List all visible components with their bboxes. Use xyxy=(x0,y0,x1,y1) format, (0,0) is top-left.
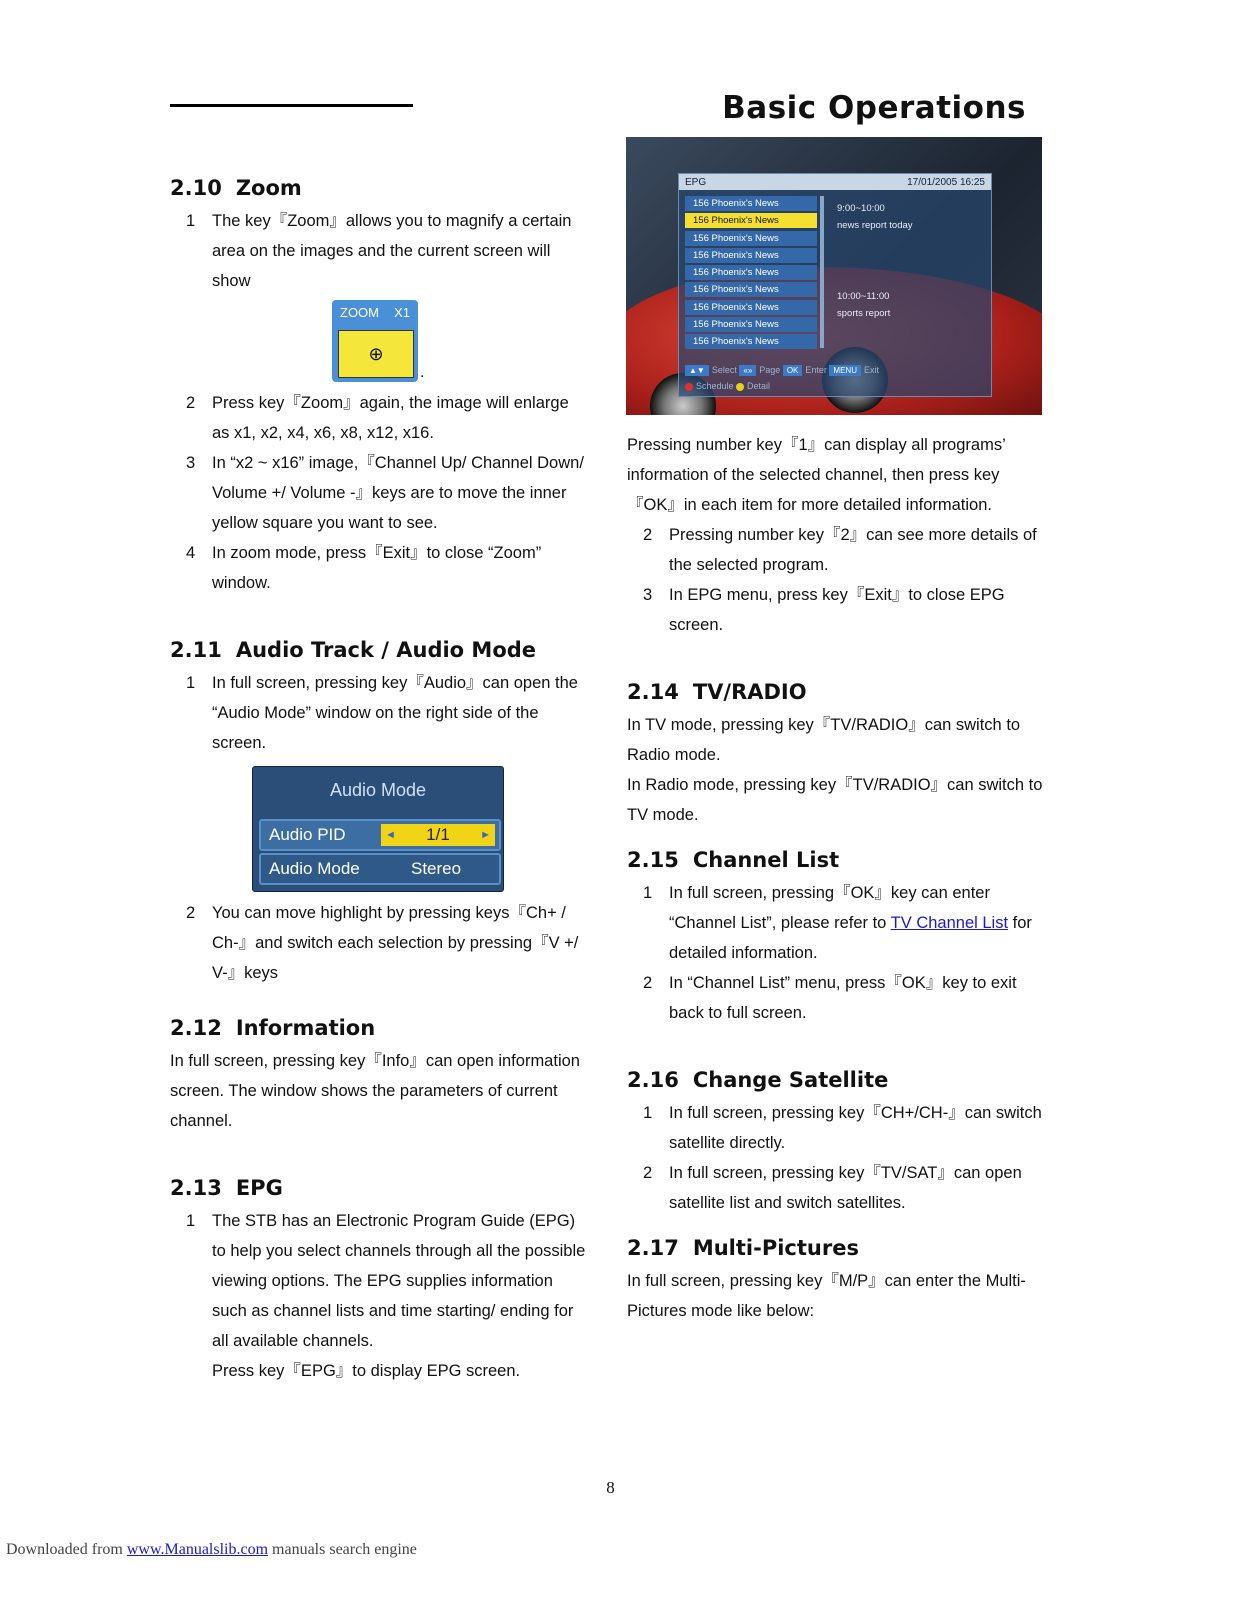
section-heading-audio: 2.11 Audio Track / Audio Mode xyxy=(170,638,537,662)
magnify-icon: ⊕ xyxy=(368,344,384,364)
epg-header xyxy=(679,174,991,190)
audio-mode-label: Audio Mode xyxy=(269,859,360,878)
list-item: 2 Pressing number key『2』can see more details of the selected program. xyxy=(643,526,1037,574)
section-heading-zoom: 2.10 Zoom xyxy=(170,176,302,200)
epg-channel-item: 156 Phoenix's News xyxy=(685,231,817,246)
audio-mode-title: Audio Mode xyxy=(329,780,427,800)
page-number: 8 xyxy=(606,1478,615,1497)
audio-mode-window xyxy=(252,766,504,892)
list-item: 1 In full screen, pressing key『Audio』can open the “Audio Mode” window on the right side of the screen. xyxy=(186,674,578,752)
list-item: 2 You can move highlight by pressing keys『Ch+ / Ch-』and switch each selection by pressing『V +/ V-』keys xyxy=(186,904,579,982)
page-title: Basic Operations xyxy=(722,90,1026,126)
zoom-trailing-dot: . xyxy=(420,364,425,381)
list-item: 2 In “Channel List” menu, press『OK』key to exit back to full screen. xyxy=(643,974,1017,1022)
audio-pid-value: ◄ 1/1 ► xyxy=(381,824,495,846)
epg-channel-item: 156 Phoenix's News xyxy=(685,196,817,211)
epg-channel-item: 156 Phoenix's News xyxy=(685,282,817,297)
yellow-dot-icon xyxy=(736,383,744,391)
section-heading-epg: 2.13 EPG xyxy=(170,1176,283,1200)
section-heading-information: 2.12 Information xyxy=(170,1016,376,1040)
list-item: 4 In zoom mode, press『Exit』to close “Zoom” window. xyxy=(186,544,542,592)
arrow-right-icon: ► xyxy=(480,829,491,841)
ok-icon: OK xyxy=(783,365,803,376)
epg-channel-item: 156 Phoenix's News xyxy=(685,265,817,280)
tvradio-text-2: In Radio mode, pressing key『TV/RADIO』can switch to TV mode. xyxy=(627,776,1043,824)
audio-pid-label: Audio PID xyxy=(269,825,346,844)
list-item: 2 Press key『Zoom』again, the image will enlarge as x1, x2, x4, x6, x8, x12, x16. xyxy=(186,394,569,442)
epg-footer: ▲▼ Select «» Page OK Enter MENU Exit Schedule Detail xyxy=(685,362,879,394)
epg-channel-item: 156 Phoenix's News xyxy=(685,248,817,263)
information-text: In full screen, pressing key『Info』can open information screen. The window shows the parameters of current channel. xyxy=(170,1052,580,1130)
list-item: 1 In full screen, pressing『OK』key can enter “Channel List”, please refer to TV Channel List for detailed information. xyxy=(643,884,1032,962)
arrow-left-icon: ◄ xyxy=(385,829,396,841)
multi-pictures-text: In full screen, pressing key『M/P』can enter the Multi-Pictures mode like below: xyxy=(627,1272,1026,1320)
list-item: 1 The key『Zoom』allows you to magnify a certain area on the images and the current screen will show xyxy=(186,212,572,290)
page-icon: «» xyxy=(739,365,756,376)
epg-press-text: Press key『EPG』to display EPG screen. xyxy=(212,1362,521,1380)
nav-arrows-icon: ▲▼ xyxy=(685,365,709,376)
menu-icon: MENU xyxy=(829,365,861,376)
zoom-level: X1 xyxy=(394,305,410,320)
epg-channel-item: 156 Phoenix's News xyxy=(685,213,817,228)
section-heading-multi-pictures: 2.17 Multi-Pictures xyxy=(627,1236,859,1260)
tvradio-text-1: In TV mode, pressing key『TV/RADIO』can switch to Radio mode. xyxy=(627,716,1021,764)
left-column xyxy=(170,170,590,1386)
epg-channel-item: 156 Phoenix's News xyxy=(685,317,817,332)
zoom-yellow-square xyxy=(338,330,414,378)
section-heading-satellite: 2.16 Change Satellite xyxy=(627,1068,889,1092)
epg-channel-item: 156 Phoenix's News xyxy=(685,334,817,349)
epg-datetime: 17/01/2005 16:25 xyxy=(907,176,985,188)
audio-pid-row xyxy=(259,819,501,851)
zoom-window xyxy=(332,300,418,382)
section-heading-channel-list: 2.15 Channel List xyxy=(627,848,840,872)
epg-title: EPG xyxy=(685,176,707,188)
audio-mode-widget xyxy=(170,758,590,898)
zoom-label: ZOOM xyxy=(340,305,379,320)
epg-continuation: Pressing number key『1』can display all programs’ information of the selected channel, then press key 『OK』in each item for more detailed information. xyxy=(627,436,1006,514)
epg-panel xyxy=(678,173,992,397)
tv-channel-list-link[interactable]: TV Channel List xyxy=(890,914,1009,932)
red-dot-icon xyxy=(685,383,693,391)
list-item: 3 In EPG menu, press key『Exit』to close EPG screen. xyxy=(643,586,1005,634)
zoom-widget xyxy=(170,296,590,388)
download-footer: Downloaded from www.Manualslib.com manuals search engine xyxy=(6,1541,417,1558)
epg-channel-item: 156 Phoenix's News xyxy=(685,300,817,315)
list-item: 1 In full screen, pressing key『CH+/CH-』can switch satellite directly. xyxy=(643,1104,1042,1152)
audio-mode-row xyxy=(259,853,501,885)
epg-screenshot xyxy=(626,137,1042,415)
epg-scrollbar xyxy=(820,196,824,348)
epg-program-info: 9:00~10:00 news report today 10:00~11:00 sports report xyxy=(837,203,913,319)
epg-channel-list xyxy=(685,196,817,352)
list-item: 3 In “x2 ~ x16” image,『Channel Up/ Channel Down/ Volume +/ Volume -』keys are to move the inner yellow square you want to see. xyxy=(186,454,584,532)
list-item: 1 The STB has an Electronic Program Guide (EPG) to help you select channels through all the possible viewing options. The EPG supplies information such as channel lists and time starting/ ending for all available channels. xyxy=(186,1212,586,1350)
list-item: 2 In full screen, pressing key『TV/SAT』can open satellite list and switch satellites. xyxy=(643,1164,1022,1212)
manualslib-link[interactable]: www.Manualslib.com xyxy=(126,1541,269,1558)
section-heading-tvradio: 2.14 TV/RADIO xyxy=(627,680,807,704)
audio-mode-value: Stereo xyxy=(411,859,462,878)
right-column xyxy=(627,430,1047,1326)
header-rule xyxy=(170,104,413,107)
